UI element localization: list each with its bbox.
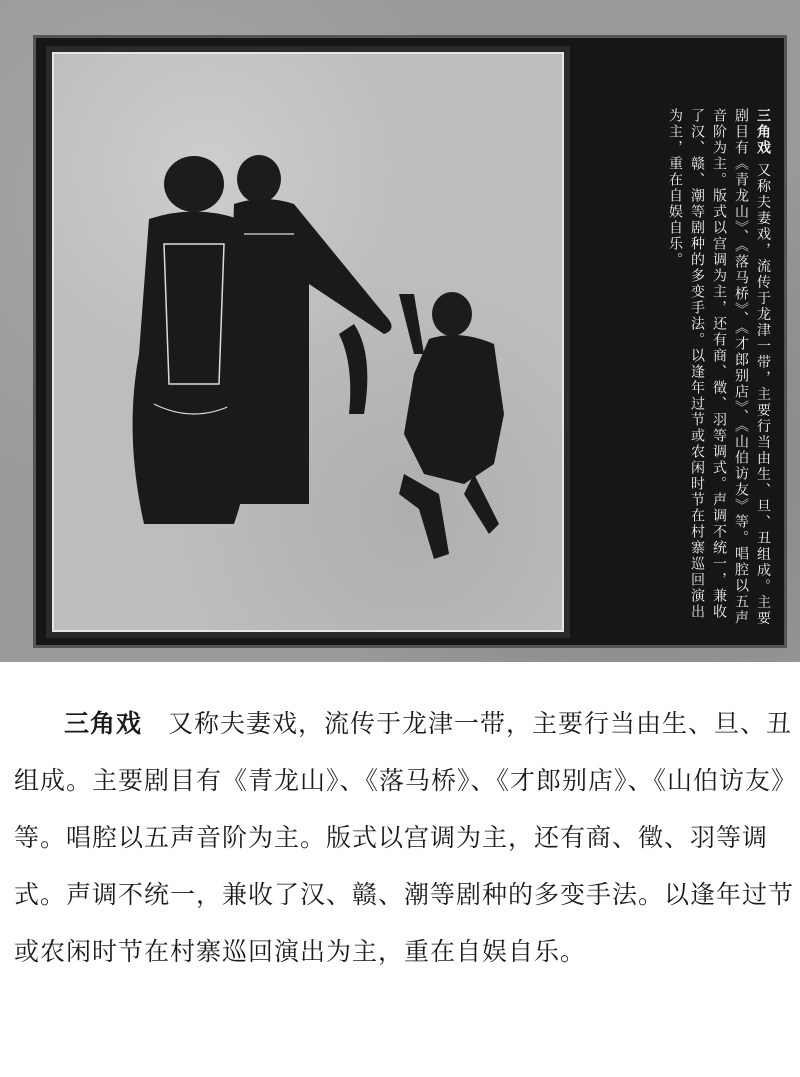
opera-figures-relief (54, 54, 562, 630)
caption-title: 三角戏 (64, 709, 143, 738)
plaque-title: 三角戏 (755, 108, 771, 156)
carved-relief-panel (52, 52, 564, 632)
scholar-figure (224, 155, 392, 504)
plaque-body: 又称夫妻戏，流传于龙津一带，主要行当由生、旦、丑组成。主要剧目有《青龙山》、《落马桥》、《才郎别店》、《山伯访友》等。唱腔以五声音阶为主。版式以宫调为主，还有商、徵、羽等调式。声调不统一，兼收了汉、赣、潮等剧种的多变手法。以逢年过节或农闲时节在村寨巡回演出为主，重在自娱自乐。 (667, 108, 771, 627)
clown-figure (399, 292, 504, 559)
stone-plaque (33, 35, 787, 648)
caption-paragraph (14, 695, 794, 980)
plaque-vertical-text (584, 108, 774, 628)
caption-body: 又称夫妻戏，流传于龙津一带，主要行当由生、旦、丑组成。主要剧目有《青龙山》、《落马桥》、《才郎别店》、《山伯访友》等。唱腔以五声音阶为主。版式以宫调为主，还有商、徵、羽等调式。声调不统一，兼收了汉、赣、潮等剧种的多变手法。以逢年过节或农闲时节在村寨巡回演出为主，重在自娱自乐。 (14, 709, 795, 966)
